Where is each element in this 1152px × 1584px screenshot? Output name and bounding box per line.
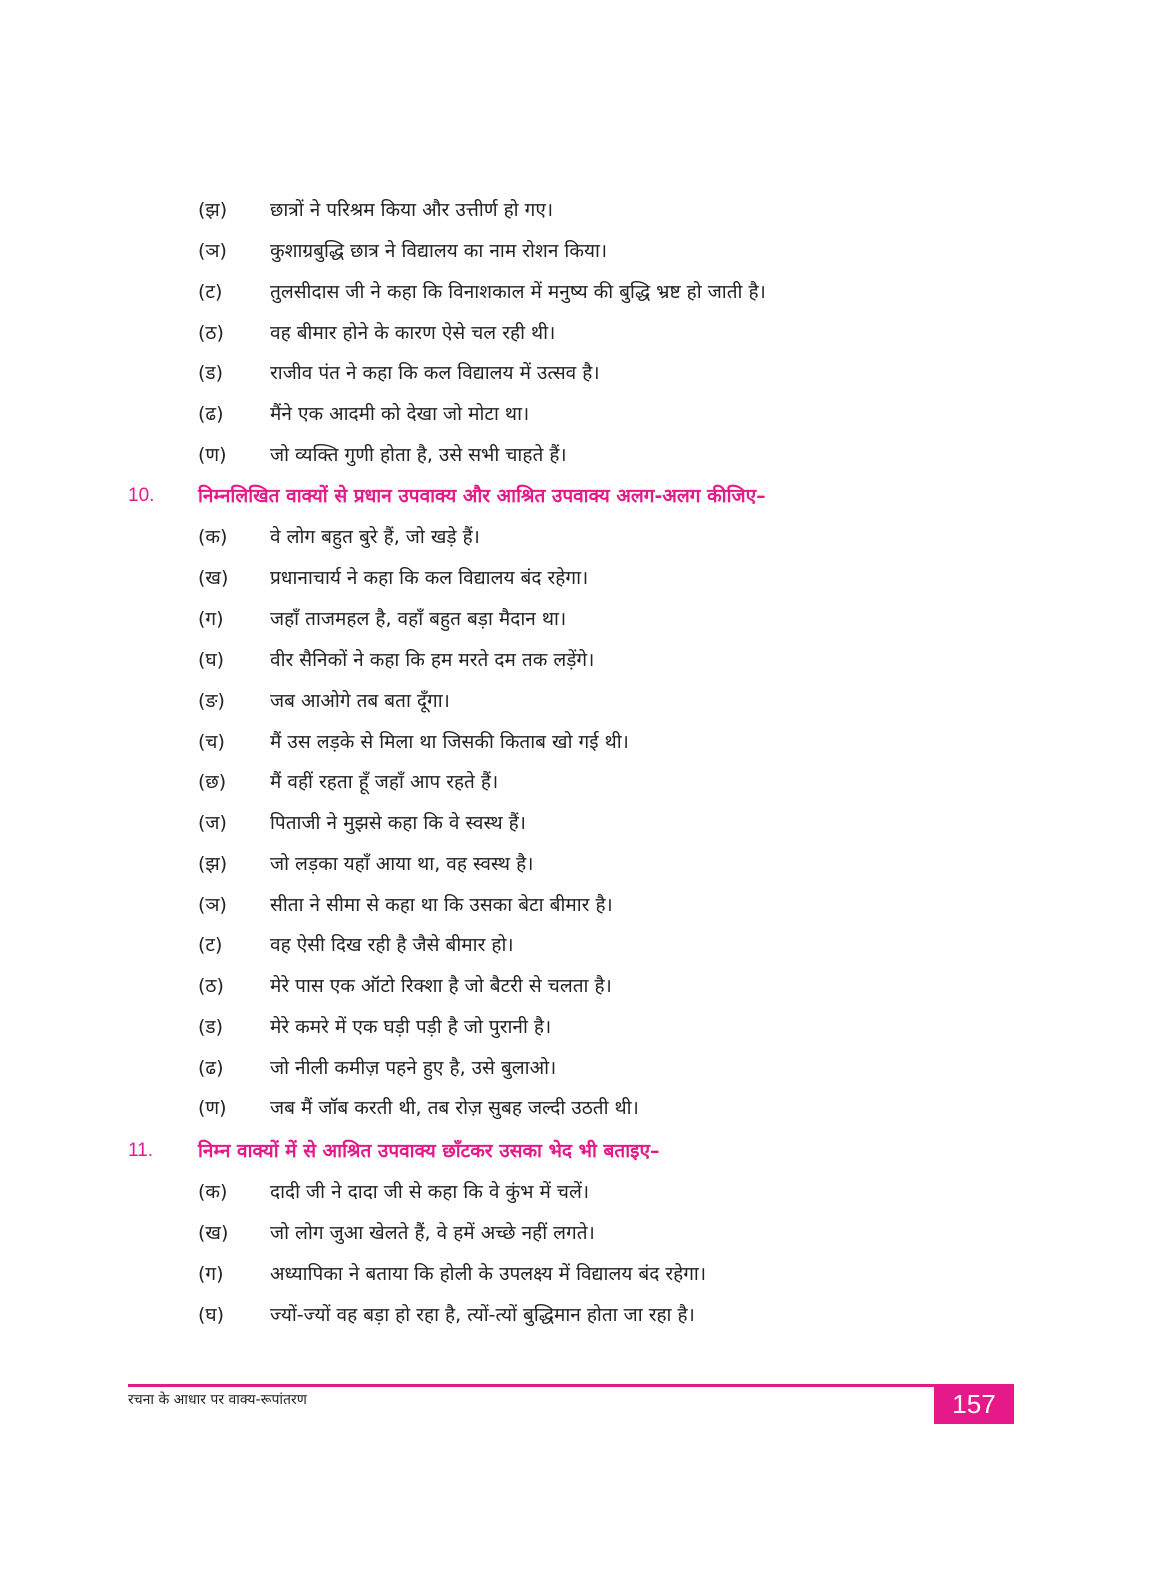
item-label: (ञ) — [198, 894, 227, 916]
list-item — [198, 604, 566, 634]
item-label: (ख) — [198, 1222, 229, 1244]
item-label: (क) — [198, 526, 228, 548]
list-item — [198, 440, 567, 470]
item-label: (घ) — [198, 649, 225, 671]
item-text: मैं वहीं रहता हूँ जहाँ आप रहते हैं। — [270, 771, 499, 793]
item-text: अध्यापिका ने बताया कि होली के उपलक्ष्य में विद्यालय बंद रहेगा। — [270, 1263, 707, 1285]
item-label: (ण) — [198, 1097, 227, 1119]
item-label: (ख) — [198, 567, 229, 589]
list-item — [198, 318, 555, 348]
list-item — [198, 1218, 595, 1248]
item-label: (ग) — [198, 608, 224, 630]
item-text: जब आओगे तब बता दूँगा। — [270, 690, 450, 712]
page-number: 157 — [934, 1384, 1014, 1424]
item-label: (च) — [198, 731, 225, 753]
footer-rule — [128, 1384, 934, 1387]
item-text: दादी जी ने दादा जी से कहा कि वे कुंभ में चलें। — [270, 1181, 590, 1203]
item-label: (क) — [198, 1181, 228, 1203]
item-text: वह बीमार होने के कारण ऐसे चल रही थी। — [270, 322, 556, 344]
list-item — [198, 277, 766, 307]
list-item — [198, 522, 480, 552]
item-label: (छ) — [198, 771, 227, 793]
item-text: सीता ने सीमा से कहा था कि उसका बेटा बीमार है। — [270, 894, 613, 916]
list-item — [198, 399, 529, 429]
question-title: निम्नलिखित वाक्यों से प्रधान उपवाक्य और आश्रित उपवाक्य अलग-अलग कीजिए– — [198, 485, 766, 507]
item-label: (ज) — [198, 812, 227, 834]
item-text: मैंने एक आदमी को देखा जो मोटा था। — [270, 403, 530, 425]
item-text: वे लोग बहुत बुरे हैं, जो खड़े हैं। — [270, 526, 480, 548]
list-item — [198, 1093, 639, 1123]
question-heading-10 — [0, 480, 1152, 512]
item-text: वह ऐसी दिख रही है जैसे बीमार हो। — [270, 934, 514, 956]
list-item — [198, 971, 612, 1001]
item-label: (ठ) — [198, 975, 224, 997]
list-item — [198, 767, 498, 797]
item-label: (ण) — [198, 444, 227, 466]
item-text: कुशाग्रबुद्धि छात्र ने विद्यालय का नाम रोशन किया। — [270, 240, 608, 262]
item-text: जो व्यक्ति गुणी होता है, उसे सभी चाहते हैं। — [270, 444, 567, 466]
item-label: (ग) — [198, 1263, 224, 1285]
item-label: (झ) — [198, 853, 228, 875]
item-label: (ङ) — [198, 690, 225, 712]
item-label: (ठ) — [198, 322, 224, 344]
item-label: (ढ) — [198, 1057, 224, 1079]
list-item — [198, 236, 607, 266]
item-label: (घ) — [198, 1304, 225, 1326]
item-text: जो लोग जुआ खेलते हैं, वे हमें अच्छे नहीं लगते। — [270, 1222, 595, 1244]
item-label: (ट) — [198, 934, 223, 956]
item-text: मेरे पास एक ऑटो रिक्शा है जो बैटरी से चलता है। — [270, 975, 612, 997]
list-item — [198, 1300, 695, 1330]
item-text: प्रधानाचार्य ने कहा कि कल विद्यालय बंद रहेगा। — [270, 567, 589, 589]
question-heading-11 — [0, 1135, 1152, 1167]
list-item — [198, 645, 594, 675]
item-label: (झ) — [198, 199, 228, 221]
item-label: (ट) — [198, 281, 223, 303]
item-text: जो नीली कमीज़ पहने हुए है, उसे बुलाओ। — [270, 1057, 557, 1079]
list-item — [198, 727, 629, 757]
item-text: राजीव पंत ने कहा कि कल विद्यालय में उत्सव है। — [270, 362, 600, 384]
list-item — [198, 808, 526, 838]
list-item — [198, 563, 588, 593]
list-item — [198, 890, 613, 920]
list-item — [198, 930, 514, 960]
item-text: जहाँ ताजमहल है, वहाँ बहुत बड़ा मैदान था। — [270, 608, 567, 630]
list-item — [198, 686, 450, 716]
item-label: (ड) — [198, 1016, 223, 1038]
item-text: तुलसीदास जी ने कहा कि विनाशकाल में मनुष्य की बुद्धि भ्रष्ट हो जाती है। — [270, 281, 766, 303]
list-item — [198, 1053, 556, 1083]
item-label: (ड) — [198, 362, 223, 384]
item-text: पिताजी ने मुझसे कहा कि वे स्वस्थ हैं। — [270, 812, 526, 834]
item-text: मैं उस लड़के से मिला था जिसकी किताब खो गई थी। — [270, 731, 629, 753]
item-label: (ढ) — [198, 403, 224, 425]
list-item — [198, 1177, 589, 1207]
item-text: ज्यों-ज्यों वह बड़ा हो रहा है, त्यों-त्यों बुद्धिमान होता जा रहा है। — [270, 1304, 695, 1326]
question-number: 10. — [128, 485, 155, 506]
list-item — [198, 1259, 706, 1289]
item-text: वीर सैनिकों ने कहा कि हम मरते दम तक लड़ेंगे। — [270, 649, 595, 671]
item-text: जो लड़का यहाँ आया था, वह स्वस्थ है। — [270, 853, 534, 875]
list-item — [198, 358, 600, 388]
list-item — [198, 849, 533, 879]
item-text: छात्रों ने परिश्रम किया और उत्तीर्ण हो गए। — [270, 199, 554, 221]
question-number: 11. — [128, 1140, 154, 1161]
list-item — [198, 195, 553, 225]
item-text: जब मैं जॉब करती थी, तब रोज़ सुबह जल्दी उठती थी। — [270, 1097, 639, 1119]
list-item — [198, 1012, 551, 1042]
item-label: (ञ) — [198, 240, 227, 262]
question-title: निम्न वाक्यों में से आश्रित उपवाक्य छाँटकर उसका भेद भी बताइए– — [198, 1140, 660, 1162]
chapter-title: रचना के आधार पर वाक्य-रूपांतरण — [128, 1392, 307, 1408]
item-text: मेरे कमरे में एक घड़ी पड़ी है जो पुरानी है। — [270, 1016, 552, 1038]
